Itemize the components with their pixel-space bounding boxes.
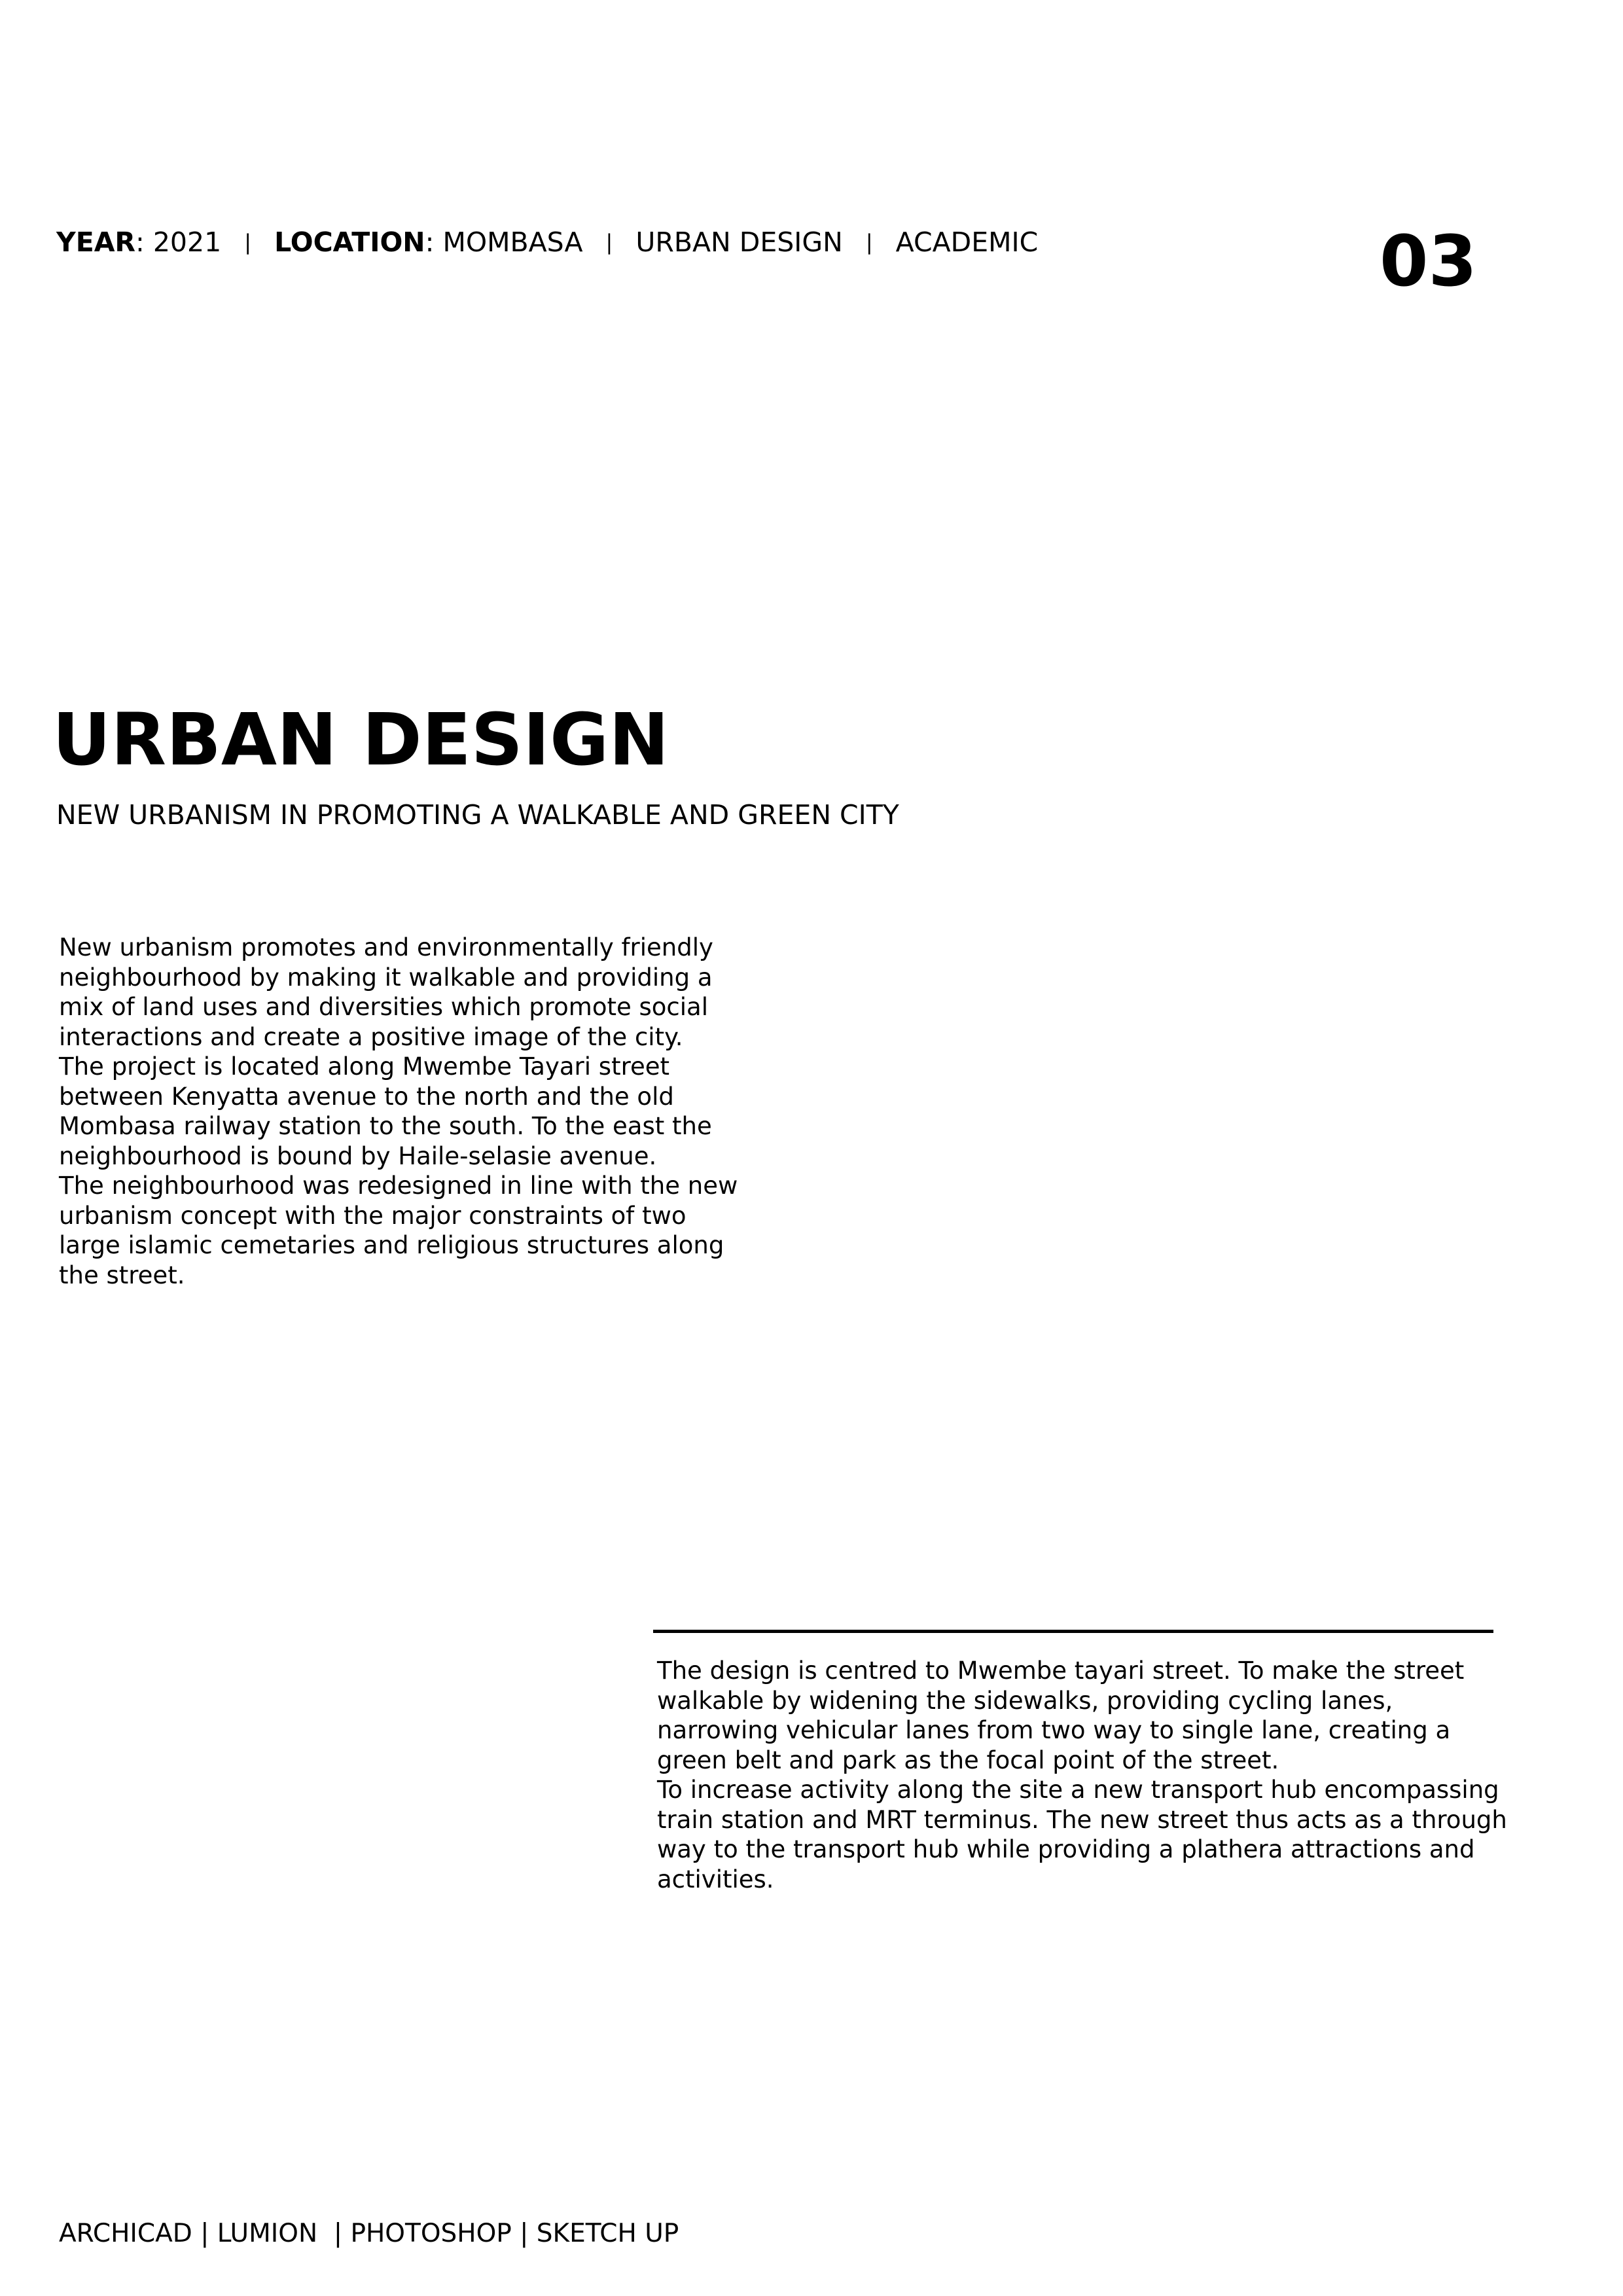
location-label: LOCATION (274, 226, 425, 258)
page-subtitle: NEW URBANISM IN PROMOTING A WALKABLE AND GREEN CITY (56, 799, 899, 831)
project-category: URBAN DESIGN (635, 226, 843, 258)
design-paragraph: The design is centred to Mwembe tayari street. To make the street walkable by widening the sidewalks, providing cycling lanes, narrowing vehicular lanes from two way to single lane, creating a green belt and park as the focal point of the street. To increase activity along the site a new transport hub encompassing train station and MRT terminus. The new street thus acts as a through way to the transport hub while providing a plathera attractions and activities. (657, 1657, 1507, 1893)
year-label: YEAR (56, 226, 135, 258)
software-list: ARCHICAD | LUMION | PHOTOSHOP | SKETCH UP (59, 2219, 679, 2248)
project-type: ACADEMIC (895, 226, 1039, 258)
page-number: 03 (1380, 221, 1477, 302)
year-value: : 2021 (135, 226, 222, 258)
section-divider (653, 1630, 1493, 1633)
project-meta-bar (56, 223, 1038, 262)
meta-separator: | (605, 230, 613, 255)
page-title: URBAN DESIGN (52, 698, 669, 781)
location-value: : MOMBASA (425, 226, 583, 258)
meta-separator: | (244, 230, 252, 255)
intro-paragraph: New urbanism promotes and environmentally friendly neighbourhood by making it walkable and providing a mix of land uses and diversities which promote social interactions and create a positive image of the city. The project is located along Mwembe Tayari street between Kenyatta avenue to the north and the old Mombasa railway station to the south. To the east the neighbourhood is bound by Haile-selasie avenue. The neighbourhood was redesigned in line with the new urbanism concept with the major constraints of two large islamic cemetaries and religious structures along the street. (59, 933, 738, 1289)
meta-separator: | (865, 230, 873, 255)
